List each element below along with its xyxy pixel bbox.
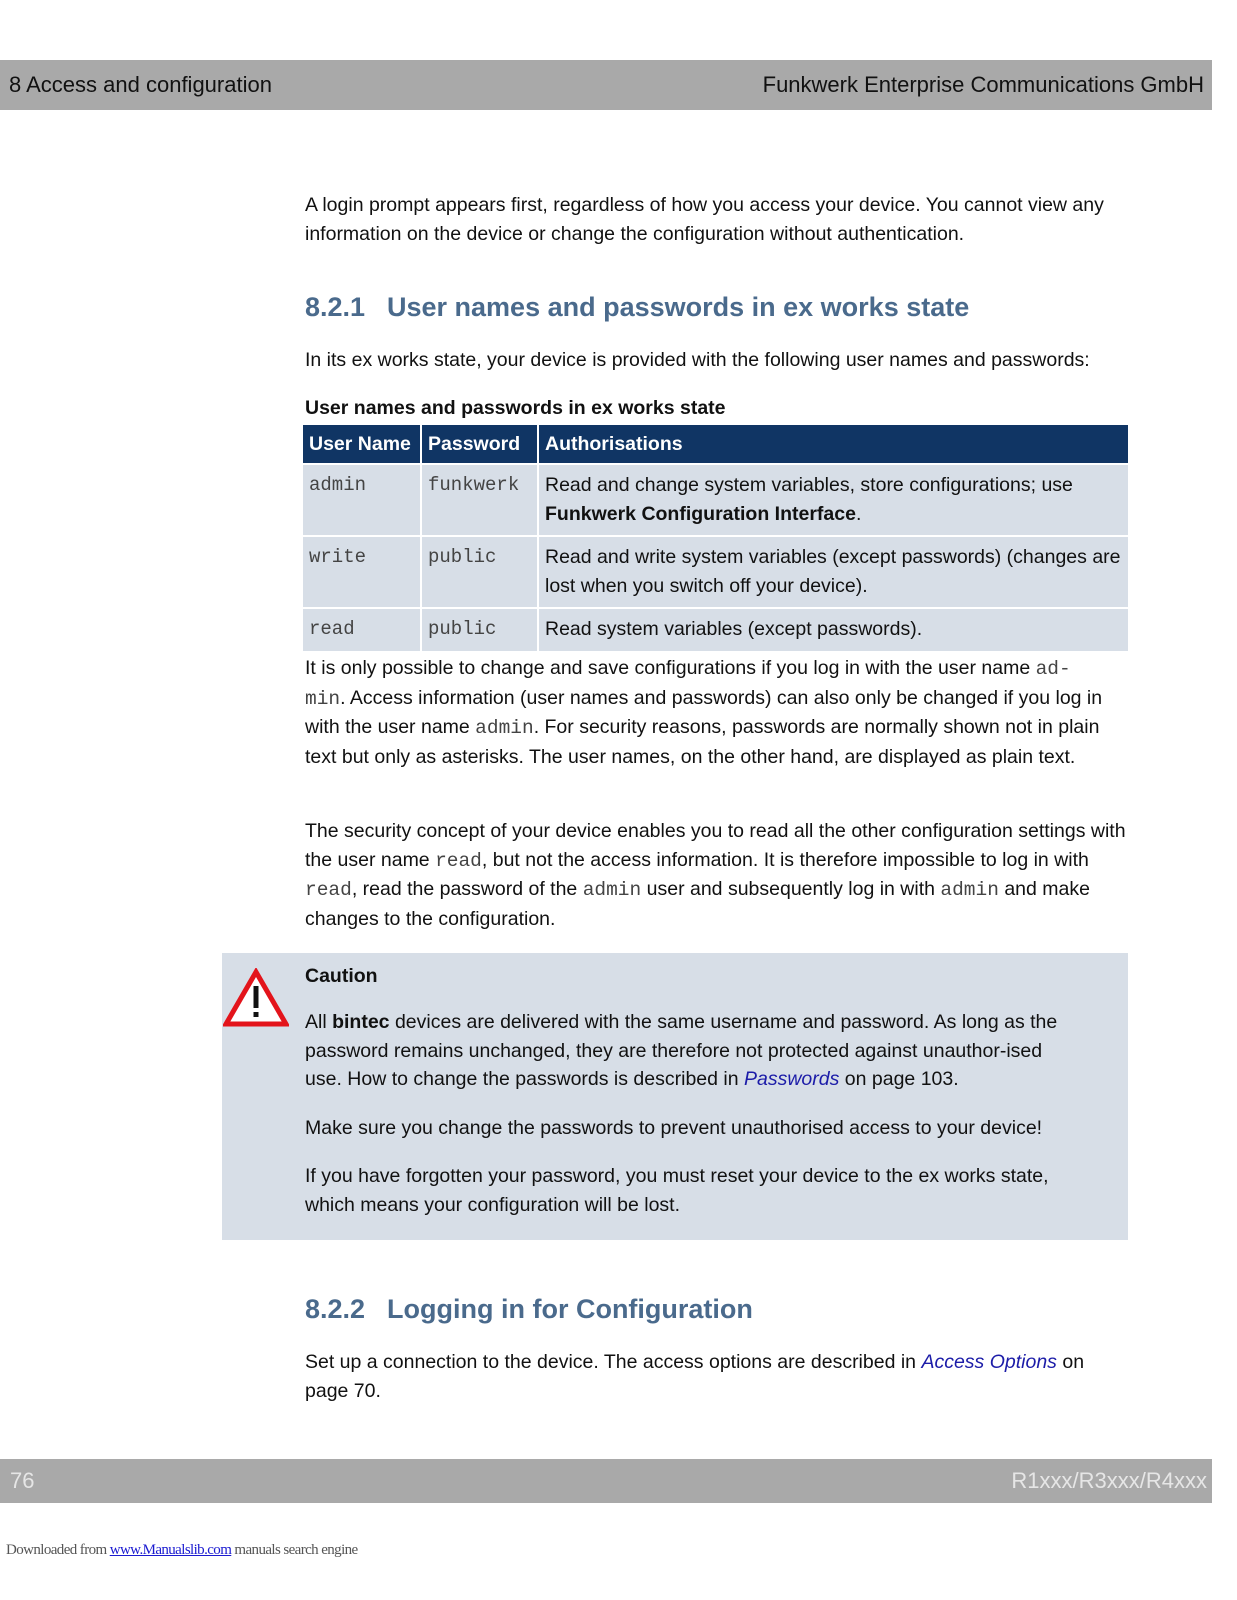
model-name: R1xxx/R3xxx/R4xxx [1011,1468,1207,1493]
code-term: min [305,687,341,710]
caution-paragraph-2: Make sure you change the passwords to prevent unauthorised access to your device! [305,1116,1043,1139]
page-footer [0,1459,1212,1503]
paragraph-login-admin [305,654,1127,771]
intro-paragraph: A login prompt appears first, regardless of how you access your device. You cannot view any information on the device or change the configuration without authentication. [305,194,1104,245]
code-term: admin [475,717,534,739]
text-run: . For security reasons, passwords are normally shown not in plain text but only as asterisks. The user names, on the other hand, are displayed as plain text. [305,716,1100,768]
caution-paragraph-3: If you have forgotten your password, you must reset your device to the ex works state, which means your configuration will be lost. [305,1165,1049,1216]
section-title-text: Logging in for Configuration [387,1294,753,1324]
paragraph-security-concept-block [305,817,1127,933]
table-row [303,464,1128,536]
section1-lead-block [305,346,1127,375]
cell-authorisations [538,608,1128,651]
code-term: ad- [1035,658,1071,680]
auth-text: Read and change system variables, store configurations; use [545,474,1073,496]
code-term: read [305,879,352,901]
table-row [303,608,1128,651]
section1-lead: In its ex works state, your device is provided with the following user names and passwords: [305,349,1090,371]
brand-name: bintec [332,1011,390,1033]
cell-user: admin [303,464,421,536]
auth-text: Read system variables (except passwords). [545,618,923,640]
column-header-user: User Name [303,425,421,464]
section-title-text: User names and passwords in ex works state [387,292,970,322]
company-name: Funkwerk Enterprise Communications GmbH [762,72,1204,97]
cell-password: public [421,608,538,651]
passwords-link[interactable]: Passwords [744,1068,840,1090]
section2-paragraph [305,1348,1127,1405]
section-title [305,291,1127,323]
download-prefix: Downloaded from [6,1542,110,1558]
text-run: user and subsequently log in with [641,878,941,900]
access-options-link[interactable]: Access Options [921,1351,1057,1373]
section-number: 8.2.2 [305,1294,366,1324]
column-header-password: Password [421,425,538,464]
text-run: It is only possible to change and save configurations if you log in with the user name [305,657,1036,679]
intro-block [305,191,1127,248]
cell-user: read [303,608,421,651]
text-run: The security concept of your device enables you to read all the other configuration settings with the user name [305,820,1126,871]
section2-paragraph-block [305,1348,1127,1405]
auth-text: Read and write system variables (except passwords) (changes are lost when you switch off your device). [545,546,1121,597]
users-table [303,425,1128,651]
auth-text-end: . [855,502,862,525]
manualslib-link[interactable]: www.Manualslib.com [109,1542,232,1558]
text-run: Set up a connection to the device. The access options are described in [305,1351,922,1373]
column-header-authorisations: Authorisations [538,425,1128,464]
text-run: on page 70. [305,1351,1085,1402]
section-heading-2 [305,1293,1127,1325]
warning-triangle-icon [223,968,289,1028]
text-run: . Access information (user names and passwords) can also only be changed if you log in with the user name [305,686,1103,738]
code-term: admin [940,879,999,901]
cell-authorisations [538,464,1128,536]
table-caption: User names and passwords in ex works state [305,397,726,419]
chapter-title: 8 Access and configuration [9,72,272,97]
section-heading-1 [305,291,1127,323]
download-suffix: manuals search engine [231,1542,358,1558]
cell-authorisations [538,536,1128,608]
caution-title: Caution [305,965,378,987]
text-run: devices are delivered with the same username and password. As long as the password remains unchanged, they are therefore not protected against unauthor-ised use. How to change the passwords is described in [305,1011,1058,1090]
auth-bold-term: Funkwerk Configuration Interface [545,502,856,525]
page-number: 76 [10,1468,35,1493]
code-term: admin [582,879,642,901]
section-number: 8.2.1 [305,292,366,322]
text-run: on page 103. [839,1068,959,1090]
table-caption-block [305,397,1127,420]
cell-password: funkwerk [421,464,538,536]
paragraph-login-admin-block [305,654,1127,771]
text-run: , but not the access information. It is therefore impossible to log in with [481,848,1089,871]
caution-content [305,965,1085,1219]
download-notice [6,1542,358,1559]
text-run: All [305,1011,333,1033]
caution-paragraph-1 [305,1008,1065,1094]
section-title [305,1293,1127,1325]
cell-user: write [303,536,421,608]
text-run: and make changes to the configuration. [305,878,1090,930]
page-header [0,60,1212,110]
table-header-row [303,425,1128,464]
text-run: , read the password of the [351,878,583,900]
table-row [303,536,1128,608]
paragraph-security-concept [305,817,1127,933]
code-term: read [435,849,482,872]
cell-password: public [421,536,538,608]
